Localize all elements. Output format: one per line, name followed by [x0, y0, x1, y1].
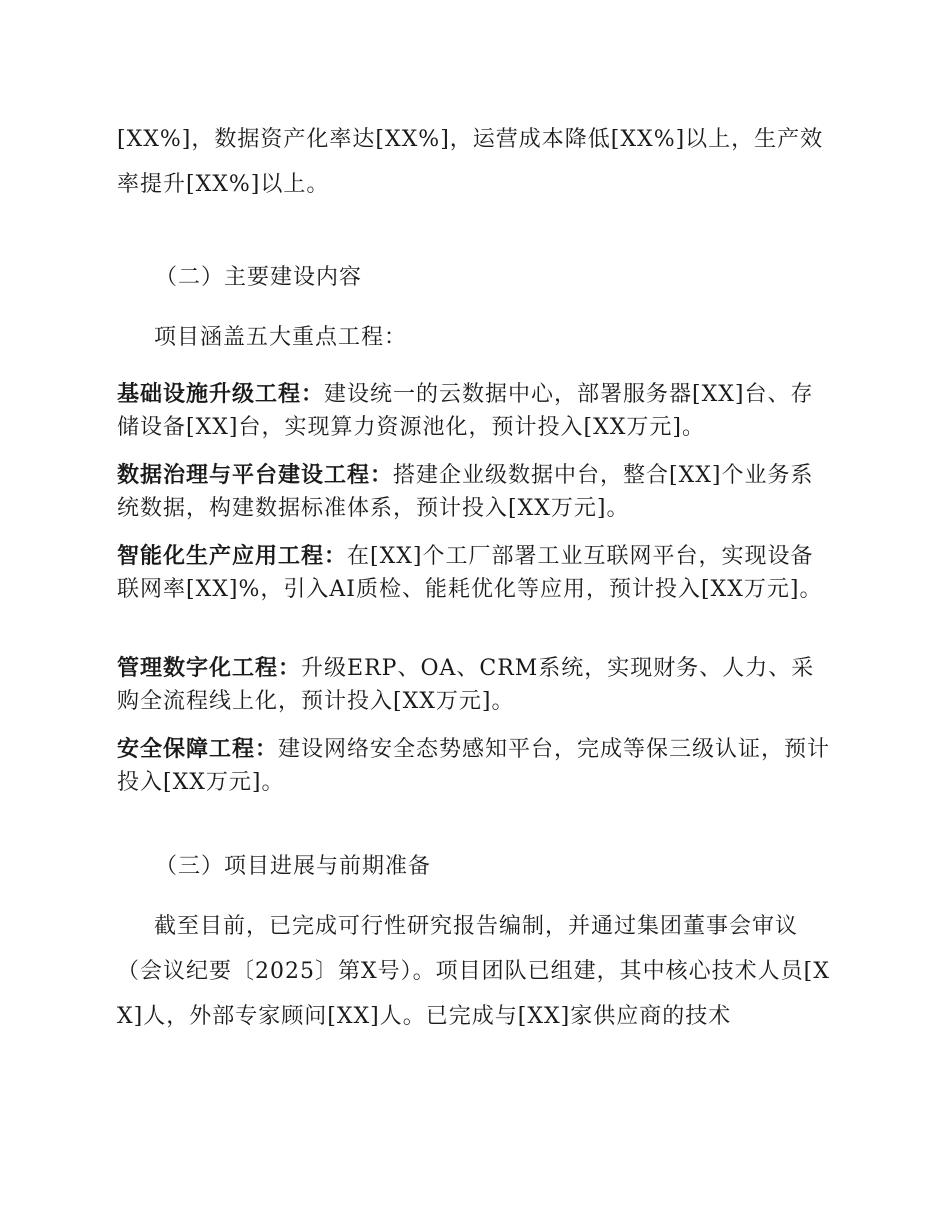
item-text: 升级ERP、OA、CRM系统，实现财务、人力、采购全流程线上化，预计投入[XX万元]。	[117, 656, 815, 714]
item-lead: 管理数字化工程：	[117, 656, 302, 681]
item-text: 建设网络安全态势感知平台，完成等保三级认证，预计投入[XX万元]。	[117, 737, 831, 795]
item-lead: 数据治理与平台建设工程：	[117, 463, 394, 488]
project-item-management-digitalization	[117, 652, 833, 718]
section-2-heading: （二）主要建设内容	[155, 265, 363, 290]
intro-continuation: [XX%]，数据资产化率达[XX%]，运营成本降低[XX%]以上，生产效率提升[XX%]以上。	[117, 127, 824, 197]
project-item-infrastructure	[117, 378, 833, 444]
project-item-data-platform	[117, 459, 833, 525]
item-text: 搭建企业级数据中台，整合[XX]个业务系统数据，构建数据标准体系，预计投入[XX万元]。	[117, 463, 814, 521]
item-lead: 安全保障工程：	[117, 737, 279, 762]
section-3-heading: （三）项目进展与前期准备	[155, 854, 432, 879]
item-text: 建设统一的云数据中心，部署服务器[XX]台、存储设备[XX]台，实现算力资源池化，预计投入[XX万元]。	[117, 382, 814, 440]
section-3-body: 截至目前，已完成可行性研究报告编制，并通过集团董事会审议（会议纪要〔2025〕第X号）。项目团队已组建，其中核心技术人员[XX]人，外部专家顾问[XX]人。已完成与[XX]家供应商的技术	[117, 914, 830, 1029]
project-item-security	[117, 733, 833, 799]
item-text: 在[XX]个工厂部署工业互联网平台，实现设备联网率[XX]%，引入AI质检、能耗优化等应用，预计投入[XX万元]。	[117, 544, 823, 602]
item-lead: 基础设施升级工程：	[117, 382, 325, 407]
section-2-intro: 项目涵盖五大重点工程：	[154, 325, 408, 350]
project-item-smart-production	[117, 540, 833, 606]
item-lead: 智能化生产应用工程：	[117, 544, 348, 569]
